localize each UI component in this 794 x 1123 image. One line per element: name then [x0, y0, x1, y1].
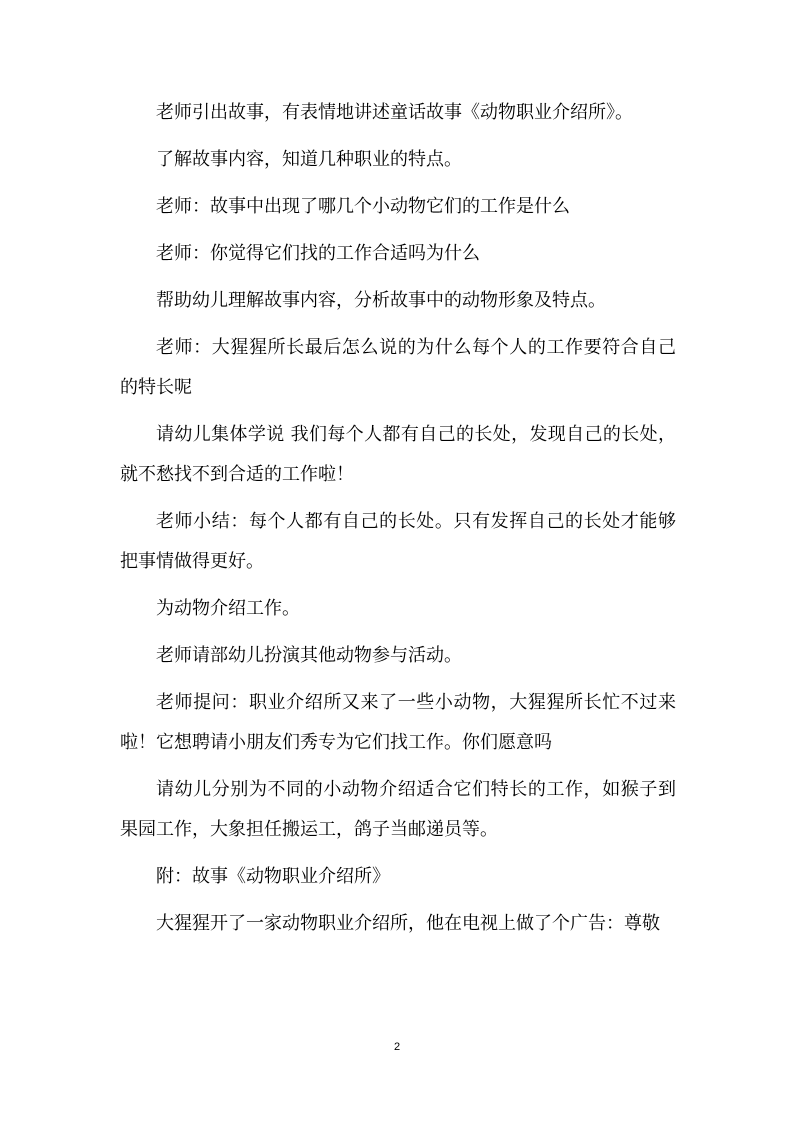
paragraph: 老师引出故事，有表情地讲述童话故事《动物职业介绍所》。: [156, 102, 633, 123]
paragraph: 老师：你觉得它们找的工作合适吗为什么: [156, 243, 480, 264]
paragraph: 老师：大猩猩所长最后怎么说的为什么每个人的工作要符合自己的特长呢: [120, 337, 676, 398]
paragraph: 请幼儿集体学说 我们每个人都有自己的长处，发现自己的长处，就不愁找不到合适的工作啦！: [120, 424, 676, 485]
paragraph: 请幼儿分别为不同的小动物介绍适合它们特长的工作，如猴子到果园工作，大象担任搬运工，鸽子当邮递员等。: [120, 779, 676, 840]
page-number: 2: [393, 1041, 401, 1053]
paragraph: 大猩猩开了一家动物职业介绍所，他在电视上做了个广告：尊敬: [156, 913, 660, 934]
paragraph: 老师：故事中出现了哪几个小动物它们的工作是什么: [156, 196, 570, 217]
document-body: [120, 93, 676, 951]
paragraph: 老师小结：每个人都有自己的长处。只有发挥自己的长处才能够把事情做得更好。: [120, 511, 676, 572]
paragraph: 帮助幼儿理解故事内容，分析故事中的动物形象及特点。: [156, 290, 606, 311]
paragraph: 老师提问：职业介绍所又来了一些小动物，大猩猩所长忙不过来啦！它想聘请小朋友们秀专为它们找工作。你们愿意吗: [120, 692, 676, 753]
paragraph: 附：故事《动物职业介绍所》: [156, 866, 390, 887]
paragraph: 为动物介绍工作。: [156, 598, 300, 619]
paragraph: 了解故事内容，知道几种职业的特点。: [156, 149, 462, 170]
paragraph: 老师请部幼儿扮演其他动物参与活动。: [156, 645, 462, 666]
